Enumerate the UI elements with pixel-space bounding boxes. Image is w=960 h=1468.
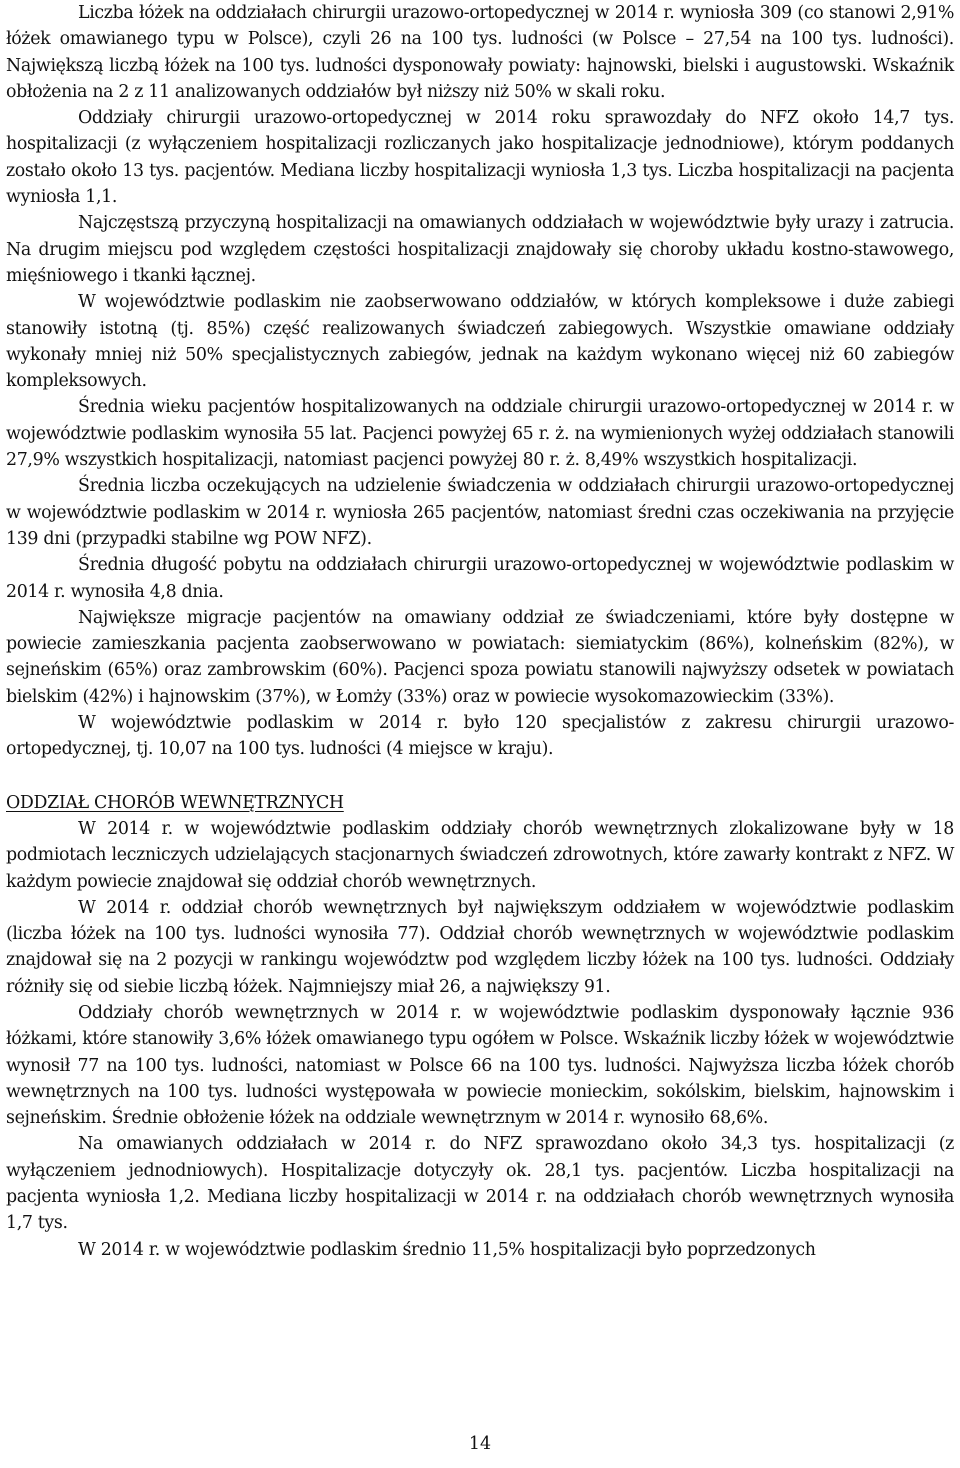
page-number: 14 <box>468 1434 492 1454</box>
paragraph-length-of-stay-trauma: Średnia długość pobytu na oddziałach chirurgii urazowo-ortopedycznej w województwie podlaskim w 2014 r. wynosiła 4,8 dnia. <box>6 555 954 602</box>
paragraph-internal-locations: W 2014 r. w województwie podlaskim oddziały chorób wewnętrznych zlokalizowane były w 18 podmiotach leczniczych udzielających stacjonarnych świadczeń zdrowotnych, które zawarły kontrakt z NFZ. W każdym powiecie znajdował się oddział chorób wewnętrznych. <box>6 818 954 892</box>
paragraph-waiting-trauma: Średnia liczba oczekujących na udzielenie świadczenia w oddziałach chirurgii urazowo-ortopedycznej w województwie podlaskim w 2014 r. wyniosła 265 pacjentów, natomiast średni czas oczekiwania na przyjęcie 139 dni (przypadki stabilne wg POW NFZ). <box>6 476 954 549</box>
paragraph-specialists-trauma: W województwie podlaskim w 2014 r. było 120 specjalistów z zakresu chirurgii urazowo-ortopedycznej, tj. 10,07 na 100 tys. ludności (4 miejsce w kraju). <box>6 713 954 760</box>
paragraph-internal-ranking: W 2014 r. oddział chorób wewnętrznych był największym oddziałem w województwie podlaskim (liczba łóżek na 100 tys. ludności wynosiła 77). Oddział chorób wewnętrznych w województwie podlaskim znajdował się na 2 pozycji w rankingu województw pod względem liczby łóżek na 100 tys. ludności. Oddziały różniły się od siebie liczbą łóżek. Najmniejszy miał 26, a największy 91. <box>6 897 954 997</box>
paragraph-beds-trauma: Liczba łóżek na oddziałach chirurgii urazowo-ortopedycznej w 2014 r. wyniosła 309 (co stanowi 2,91% łóżek omawianego typu w Polsce), czyli 26 na 100 tys. ludności (w Polsce – 27,54 na 100 tys. ludności). Największą liczbą łóżek na 100 tys. ludności dysponowały powiaty: hajnowski, bielski i augustowski. Wskaźnik obłożenia na 2 z 11 analizowanych oddziałów był niższy niż 50% w skali roku. <box>6 3 954 102</box>
paragraph-causes-trauma: Najczęstszą przyczyną hospitalizacji na omawianych oddziałach w województwie były urazy i zatrucia. Na drugim miejscu pod względem częstości hospitalizacji znajdowały się choroby układu kostno-stawowego, mięśniowego i tkanki łącznej. <box>6 213 954 286</box>
paragraph-internal-hospitalizations: Na omawianych oddziałach w 2014 r. do NFZ sprawozdano około 34,3 tys. hospitalizacji (z wyłączeniem jednodniowych). Hospitalizacje dotyczyły ok. 28,1 tys. pacjentów. Liczba hospitalizacji na pacjenta wyniosła 1,2. Mediana liczby hospitalizacji w 2014 r. na oddziałach chorób wewnętrznych wynosiła 1,7 tys. <box>6 1134 954 1234</box>
section-heading: ODDZIAŁ CHORÓB WEWNĘTRZNYCH <box>6 792 344 813</box>
paragraph-migration-trauma: Największe migracje pacjentów na omawiany oddział ze świadczeniami, które były dostępne w powiecie zamieszkania pacjenta zaobserwowano w powiatach: siemiatyckim (86%), kolneńskim (82%), w sejneńskim (65%) oraz zambrowskim (60%). Pacjenci spoza powiatu stanowili najwyższy odsetek w powiatach bielskim (42%) i hajnowskim (37%), w Łomży (33%) oraz w powiecie wysokomazowieckim (33%). <box>6 607 954 707</box>
paragraph-patient-age-trauma: Średnia wieku pacjentów hospitalizowanych na oddziale chirurgii urazowo-ortopedycznej w 2014 r. w województwie podlaskim wynosiła 55 lat. Pacjenci powyżej 65 r. ż. na wymienionych wyżej oddziałach stanowili 27,9% wszystkich hospitalizacji, natomiast pacjenci powyżej 80 r. ż. 8,49% wszystkich hospitalizacji. <box>6 397 954 471</box>
paragraph-internal-beds: Oddziały chorób wewnętrznych w 2014 r. w województwie podlaskim dysponowały łącznie 936 łóżkami, które stanowiły 3,6% łóżek omawianego typu ogółem w Polsce. Wskaźnik liczby łóżek w województwie wynosił 77 na 100 tys. ludności, natomiast w Polsce 66 na 100 tys. ludności. Najwyższa liczba łóżek chorób wewnętrznych na 100 tys. ludności występowała w powiecie monieckim, sokólskim, bielskim, hajnowskim i sejneńskim. Średnie obłożenie łóżek na oddziale wewnętrznym w 2014 r. wynosiło 68,6%. <box>6 1002 954 1129</box>
paragraph-hospitalizations-trauma: Oddziały chirurgii urazowo-ortopedycznej w 2014 roku sprawozdały do NFZ około 14,7 tys. hospitalizacji (z wyłączeniem hospitalizacji rozliczanych jako hospitalizacje jednodniowe), którym poddanych zostało około 13 tys. pacjentów. Mediana liczby hospitalizacji wyniosła 1,3 tys. Liczba hospitalizacji na pacjenta wyniosła 1,1. <box>6 108 954 208</box>
paragraph-internal-preceded: W 2014 r. w województwie podlaskim średnio 11,5% hospitalizacji było poprzedzonych <box>78 1239 816 1260</box>
document-page <box>6 0 954 1263</box>
paragraph-procedures-trauma: W województwie podlaskim nie zaobserwowano oddziałów, w których kompleksowe i duże zabiegi stanowiły istotną (tj. 85%) część realizowanych świadczeń zabiegowych. Wszystkie omawiane oddziały wykonały mniej niż 50% specjalistycznych zabiegów, jednak na każdym wykonano więcej niż 60 zabiegów kompleksowych. <box>6 292 954 392</box>
